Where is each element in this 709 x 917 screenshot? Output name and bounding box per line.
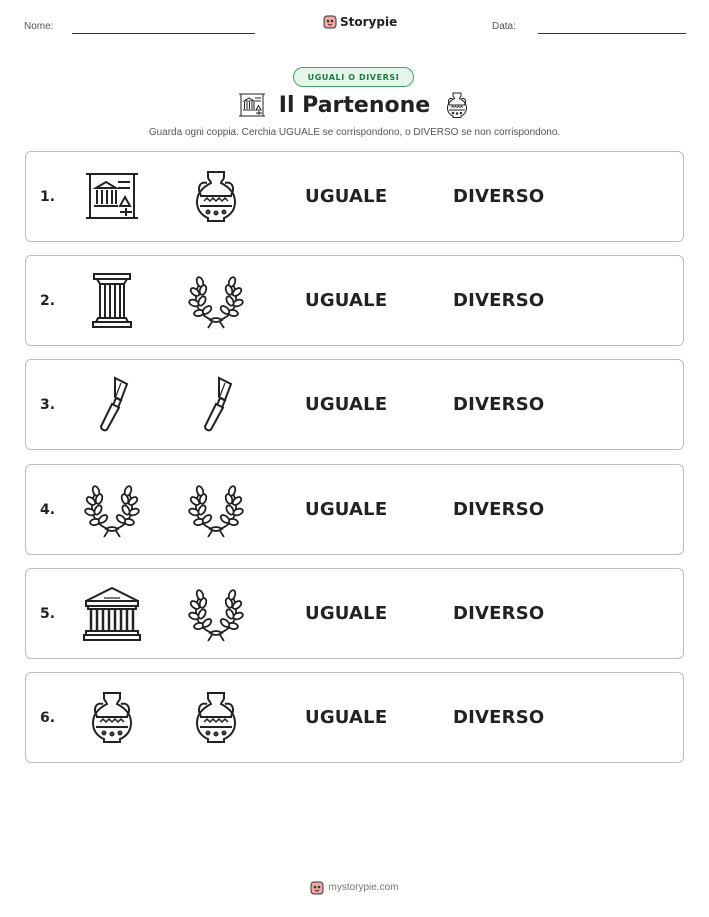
question-row (25, 255, 684, 346)
storypie-mascot-icon (323, 14, 337, 29)
question-number: 2. (40, 293, 56, 310)
question-number: 5. (40, 605, 56, 622)
storypie-logo (323, 14, 397, 29)
footer (0, 880, 709, 895)
different-option[interactable]: DIVERSO (453, 186, 545, 207)
question-number: 3. (40, 397, 56, 414)
amphora-icon (82, 687, 142, 747)
title-row (0, 90, 709, 120)
question-number: 6. (40, 710, 56, 726)
name-label: Nome: (24, 21, 54, 32)
amphora-icon (442, 90, 472, 120)
different-option[interactable]: DIVERSO (453, 498, 545, 520)
date-field[interactable] (538, 33, 686, 34)
laurel-wreath-icon (186, 583, 246, 643)
question-row (25, 464, 684, 555)
laurel-wreath-icon (82, 479, 142, 539)
amphora-icon (186, 166, 246, 226)
same-option[interactable]: UGUALE (305, 498, 388, 520)
same-option[interactable]: UGUALE (305, 602, 388, 624)
storypie-mascot-icon (310, 880, 324, 895)
amphora-icon (186, 687, 246, 747)
question-row (25, 359, 684, 450)
question-row (25, 151, 684, 242)
question-number: 4. (40, 501, 56, 518)
question-row (25, 568, 684, 659)
different-option[interactable]: DIVERSO (453, 602, 545, 624)
different-option[interactable]: DIVERSO (453, 707, 545, 728)
laurel-wreath-icon (186, 270, 246, 330)
page-title: Il Partenone (278, 92, 431, 118)
chisel-icon (82, 374, 142, 434)
name-field[interactable] (72, 33, 255, 34)
same-option[interactable]: UGUALE (305, 186, 388, 207)
activity-badge: UGUALI O DIVERSI (293, 67, 414, 87)
scroll-blueprint-icon (82, 166, 142, 226)
footer-url: mystorypie.com (328, 882, 399, 893)
laurel-wreath-icon (186, 479, 246, 539)
same-option[interactable]: UGUALE (305, 394, 388, 416)
chisel-icon (186, 374, 246, 434)
same-option[interactable]: UGUALE (305, 707, 388, 728)
logo-text: Storypie (340, 14, 398, 29)
question-number: 1. (40, 189, 56, 205)
temple-icon (82, 583, 142, 643)
instructions: Guarda ogni coppia. Cerchia UGUALE se corrispondono, o DIVERSO se non corrispondono. (148, 127, 561, 138)
column-icon (82, 270, 142, 330)
same-option[interactable]: UGUALE (305, 290, 388, 312)
scroll-blueprint-icon (237, 90, 267, 120)
question-row (25, 672, 684, 763)
different-option[interactable]: DIVERSO (453, 394, 545, 416)
different-option[interactable]: DIVERSO (453, 290, 545, 312)
date-label: Data: (492, 21, 516, 32)
